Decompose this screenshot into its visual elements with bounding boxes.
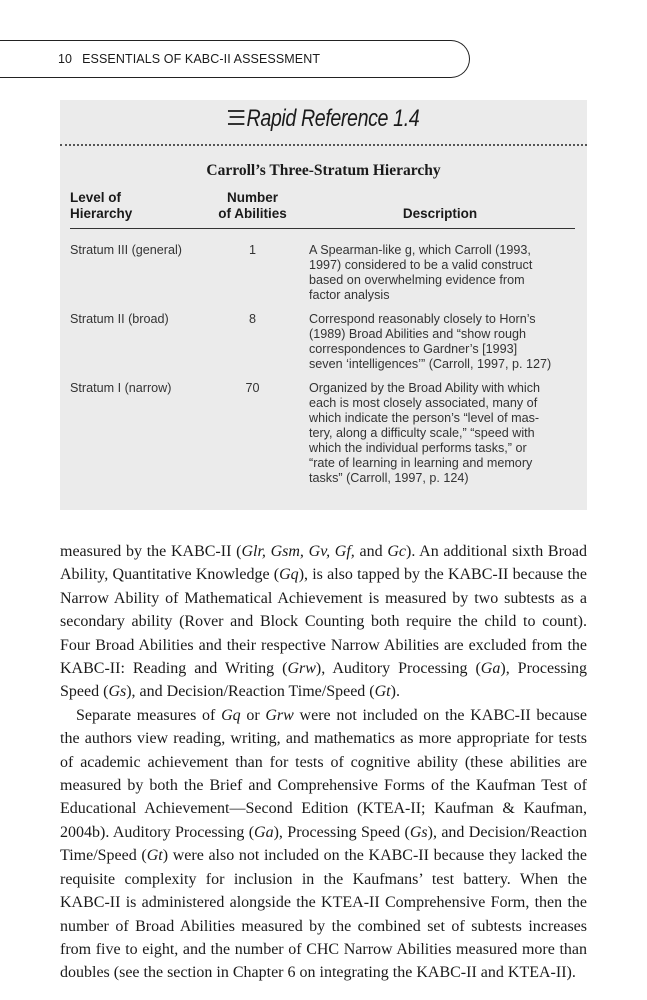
row-level: Stratum III (general) (70, 243, 182, 257)
body-text (60, 540, 587, 985)
table-row (70, 372, 575, 486)
table-header-row (70, 190, 575, 229)
row-level: Stratum II (broad) (70, 312, 169, 326)
paragraph: Separate measures of Gq or Grw were not included on the KABC-II because the authors view reading, writing, and mathematics as more appropriate for tests of academic achievement than for tests of cognitive ability (these abilities are measured by both the Brief and Comprehensive Forms of the Kaufman Test of Educational Achievement—Second Edition (KTEA-II; Kaufman & Kaufman, 2004b). Auditory Processing (Ga), Processing Speed (Gs), and Decision/Reaction Time/Speed (Gt) were also not included on the KABC-II because they lacked the requisite complexity for inclusion in the Kaufmans’ test battery. When the KABC-II is administered alongside the KTEA-II Comprehensive Form, then the number of Broad Abilities measured by the combined set of subtests increases from five to eight, and the number of CHC Narrow Abilities measured more than doubles (see the section in Chapter 6 on integrating the KABC-II and KTEA-II). (60, 706, 588, 982)
running-head (0, 40, 470, 78)
row-description: Correspond reasonably closely to Horn’s (1989) Broad Abilities and “show rough correspondences to Gardner’s [1993] seven ‘intelligences’” (Carroll, 1997, p. 127) (309, 312, 552, 371)
row-number: 1 (248, 243, 256, 257)
row-number: 8 (248, 312, 256, 326)
rapid-reference-box (60, 100, 587, 510)
header-level: Level of Hierarchy (70, 190, 200, 229)
table-row (70, 303, 575, 372)
row-number: 70 (245, 381, 260, 395)
table-row (70, 229, 575, 304)
running-head-title: ESSENTIALS OF KABC-II ASSESSMENT (82, 52, 321, 66)
rapid-reference-lines-icon (228, 110, 244, 125)
hierarchy-table (70, 190, 575, 486)
header-number: Number of Abilities (200, 190, 305, 229)
table-caption: Carroll’s Three-Stratum Hierarchy (206, 162, 441, 179)
row-level: Stratum I (narrow) (70, 381, 172, 395)
paragraph: measured by the KABC-II (Glr, Gsm, Gv, Gf, and Gc). An additional sixth Broad Ability, Quantitative Knowledge (Gq), is also tapped by the KABC-II because the Narrow Ability of Mathematical Achievement is measured by two subtests as a secondary ability (Rover and Block Counting both require the child to count). Four Broad Abilities and their respective Narrow Abilities are excluded from the KABC-II: Reading and Writing (Grw), Auditory Processing (Ga), Processing Speed (Gs), and Decision/Reaction Time/Speed (Gt). (60, 543, 588, 701)
page-number: 10 (58, 52, 73, 66)
rapid-reference-header (60, 100, 587, 146)
row-description: A Spearman-like g, which Carroll (1993, 1997) considered to be a valid construct based on overwhelming evidence from factor analysis (309, 243, 533, 302)
rapid-reference-title: Rapid Reference 1.4 (107, 105, 539, 133)
row-description: Organized by the Broad Ability with which each is most closely associated, many of which indicate the person’s “level of mas- tery, along a difficulty scale,” “speed with which the individual performs tasks,” or “rate of learning in learning and memory tasks” (Carroll, 1997, p. 124) (309, 381, 541, 485)
dotted-divider (60, 144, 587, 146)
header-description: Description (305, 190, 575, 229)
